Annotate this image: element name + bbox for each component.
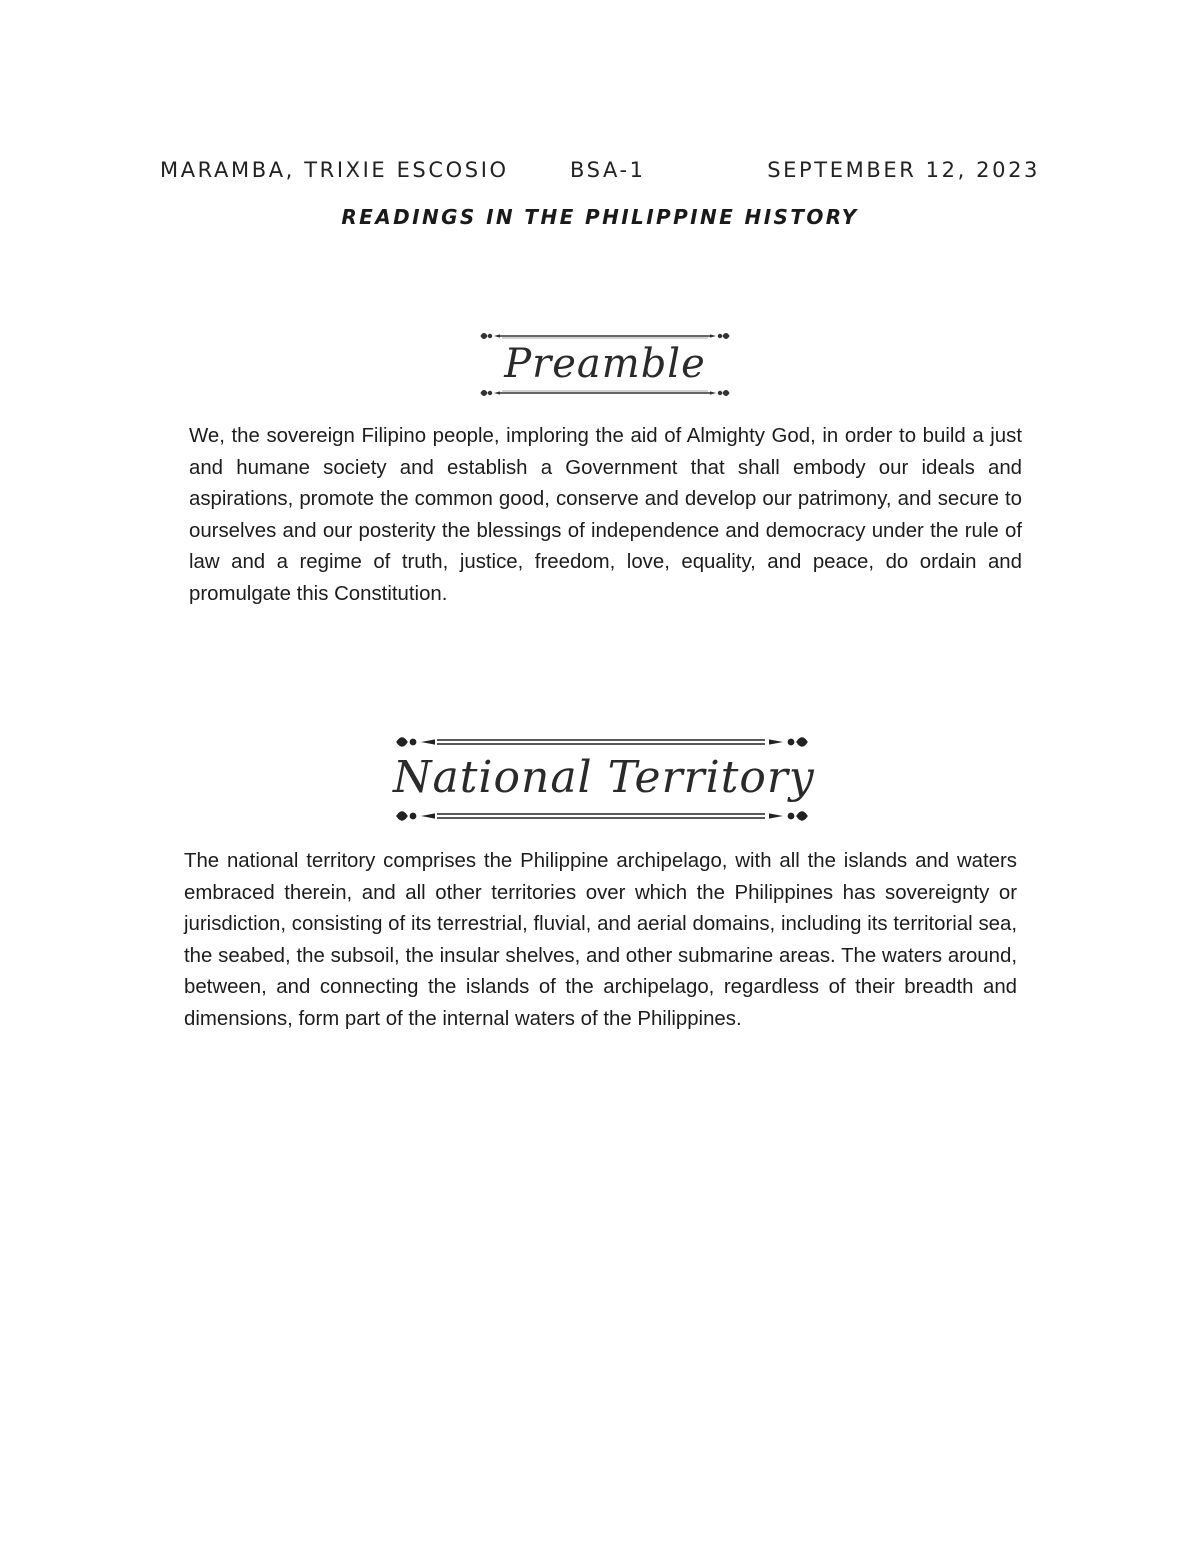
national-territory-body: The national territory comprises the Philippine archipelago, with all the islands and waters embraced therein, and all other territories over which the Philippines has sovereignty or jurisdiction, consisting of its terrestrial, fluvial, and aerial domains, including its territorial sea, the seabed, the subsoil, the insular shelves, and other submarine areas. The waters around, between, and connecting the islands of the archipelago, regardless of their breadth and dimensions, form part of the internal waters of the Philippines. — [184, 850, 1017, 1030]
header-line — [160, 158, 1040, 188]
student-name: MARAMBA, TRIXIE ESCOSIO — [160, 158, 509, 182]
national-territory-heading: National Territory — [393, 752, 815, 803]
preamble-heading: Preamble — [504, 341, 706, 387]
preamble-body: We, the sovereign Filipino people, imploring the aid of Almighty God, in order to build a just and humane society and establish a Government that shall embody our ideals and aspirations, promote the common good, conserve and develop our patrimony, and secure to ourselves and our posterity the blessings of independence and democracy under the rule of law and a regime of truth, justice, freedom, love, equality, and peace, do ordain and promulgate this Constitution. — [189, 425, 1022, 605]
document-title: READINGS IN THE PHILIPPINE HISTORY — [341, 205, 859, 229]
document-date: SEPTEMBER 12, 2023 — [767, 158, 1040, 182]
preamble-banner — [478, 327, 732, 401]
course-code: BSA-1 — [570, 158, 646, 182]
national-territory-banner — [393, 732, 815, 826]
